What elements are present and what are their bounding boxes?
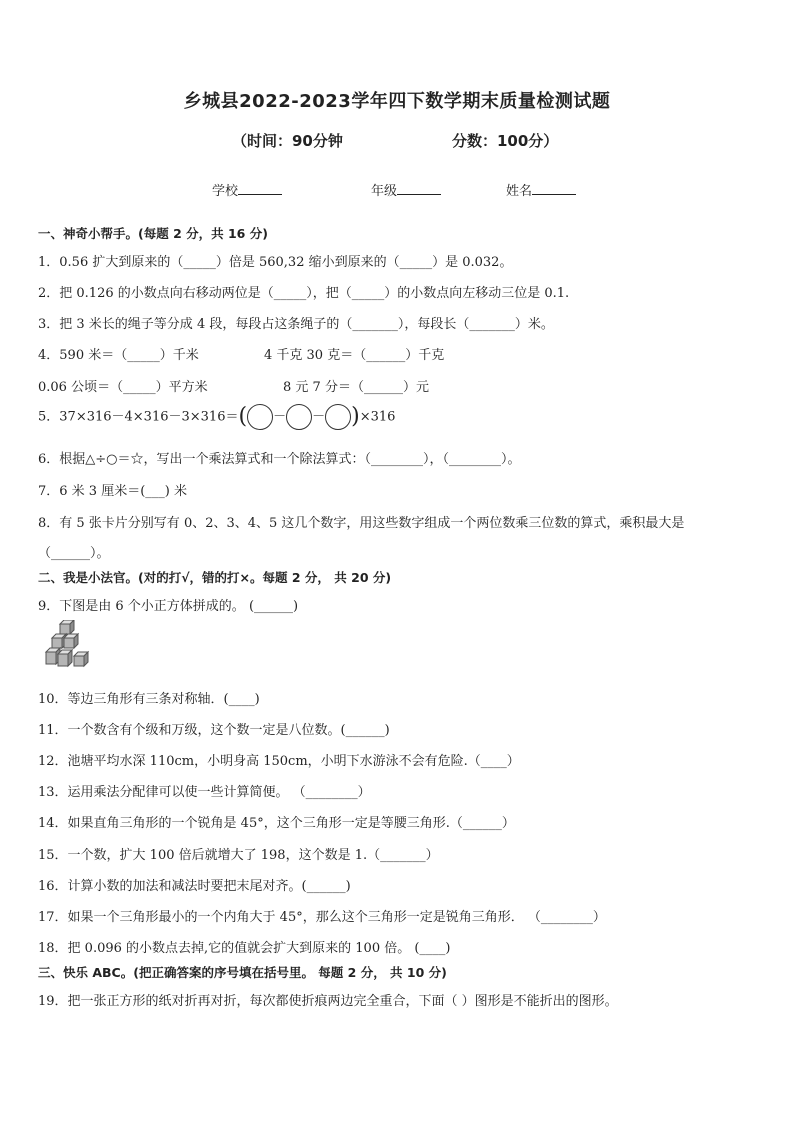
cube-top xyxy=(60,620,74,634)
question-6: 6．根据△÷○＝☆，写出一个乘法算式和一个除法算式：（________），（________）。 xyxy=(38,452,521,467)
q5-minus-2: － xyxy=(312,409,326,425)
question-15: 15．一个数，扩大 100 倍后就增大了 198，这个数是 1.（_______） xyxy=(38,848,439,863)
name-label: 姓名 xyxy=(506,184,533,199)
question-9: 9．下图是由 6 个小正方体拼成的。 (______) xyxy=(38,599,299,614)
question-8-line-2: （______）。 xyxy=(38,546,110,561)
question-11: 11．一个数含有个级和万级，这个数一定是八位数。(______) xyxy=(38,723,390,738)
q5-circle-3[interactable] xyxy=(325,404,351,430)
question-4c: 0.06 公顷＝（_____）平方米 xyxy=(38,380,208,395)
question-17: 17．如果一个三角形最小的一个内角大于 45°，那么这个三角形一定是锐角三角形． （________） xyxy=(38,910,606,925)
question-8-line-1: 8．有 5 张卡片分别写有 0、2、3、4、5 这几个数字，用这些数字组成一个两位数乘三位数的算式，乘积最大是 xyxy=(38,516,685,531)
school-blank[interactable] xyxy=(238,182,282,195)
section-2-heading: 二、我是小法官。(对的打√，错的打×。每题 2 分， 共 20 分) xyxy=(38,570,392,585)
exam-score: 分数：100分） xyxy=(452,132,559,150)
q5-prefix: 5．37×316－4×316－3×316＝ xyxy=(38,409,239,425)
school-label: 学校 xyxy=(212,184,239,199)
name-blank[interactable] xyxy=(532,182,576,195)
grade-field[interactable] xyxy=(371,180,441,199)
section-3-heading: 三、快乐 ABC。(把正确答案的序号填在括号里。 每题 2 分， 共 10 分) xyxy=(38,965,447,980)
q5-circle-2[interactable] xyxy=(286,404,312,430)
question-12: 12．池塘平均水深 110cm，小明身高 150cm，小明下水游泳不会有危险.（____） xyxy=(38,754,520,769)
cube-bottom-2 xyxy=(58,650,72,666)
question-14: 14．如果直角三角形的一个锐角是 45°，这个三角形一定是等腰三角形.（______） xyxy=(38,816,515,831)
question-5 xyxy=(38,404,395,430)
q5-close-paren: ) xyxy=(351,404,360,429)
question-16: 16．计算小数的加法和减法时要把末尾对齐。(______) xyxy=(38,879,351,894)
q5-circle-1[interactable] xyxy=(247,404,273,430)
grade-label: 年级 xyxy=(371,184,398,199)
q5-minus-1: － xyxy=(273,409,287,425)
question-13: 13．运用乘法分配律可以使一些计算简便。 （________） xyxy=(38,785,371,800)
question-19: 19．把一张正方形的纸对折再对折，每次都使折痕两边完全重合，下面（ ）图形是不能折出的图形。 xyxy=(38,994,618,1009)
question-3: 3．把 3 米长的绳子等分成 4 段，每段占这条绳子的（_______），每段长（_______）米。 xyxy=(38,317,554,332)
cube-bottom-3 xyxy=(74,652,88,666)
question-18: 18．把 0.096 的小数点去掉,它的值就会扩大到原来的 100 倍。 (____) xyxy=(38,941,451,956)
question-4d: 8 元 7 分＝（______）元 xyxy=(283,380,429,395)
section-1-heading: 一、神奇小帮手。(每题 2 分，共 16 分) xyxy=(38,226,268,241)
school-field[interactable] xyxy=(212,180,282,199)
exam-title: 乡城县2022-2023学年四下数学期末质量检测试题 xyxy=(183,91,611,112)
cube-mid-2 xyxy=(64,634,78,648)
q5-suffix: ×316 xyxy=(359,409,396,425)
name-field[interactable] xyxy=(506,180,576,199)
question-4a: 4．590 米＝（_____）千米 xyxy=(38,348,199,363)
question-10: 10．等边三角形有三条对称轴．(____) xyxy=(38,692,260,707)
question-1: 1．0.56 扩大到原来的（_____）倍是 560,32 缩小到原来的（_____）是 0.032。 xyxy=(38,255,513,270)
q5-open-paren: ( xyxy=(238,404,248,429)
question-7: 7．6 米 3 厘米＝(___) 米 xyxy=(38,484,187,499)
question-4b: 4 千克 30 克＝（______）千克 xyxy=(264,348,445,363)
grade-blank[interactable] xyxy=(397,182,441,195)
cubes-figure xyxy=(44,620,100,676)
exam-time: （时间：90分钟 xyxy=(232,132,343,150)
question-2: 2．把 0.126 的小数点向右移动两位是（_____），把（_____）的小数点向左移动三位是 0.1. xyxy=(38,286,570,301)
